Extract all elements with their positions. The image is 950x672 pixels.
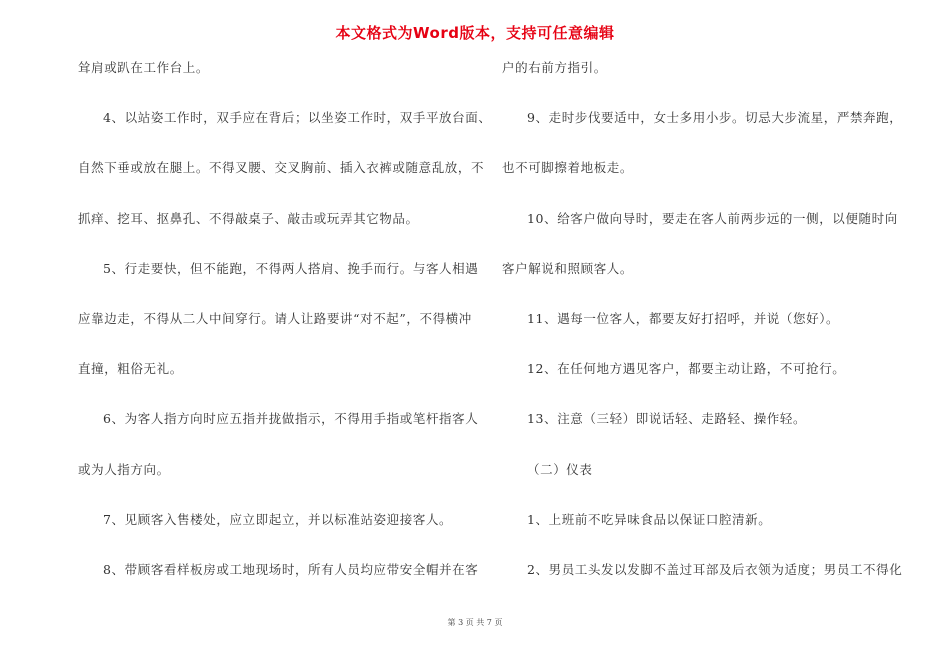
- document-banner: 本文格式为Word版本，支持可任意编辑: [335, 24, 615, 42]
- text-line: 13、注意（三轻）即说话轻、走路轻、操作轻。: [527, 411, 807, 427]
- text-line: 客户解说和照顾客人。: [502, 260, 634, 276]
- text-line: 耸肩或趴在工作台上。: [78, 60, 210, 75]
- text-line: 5、行走要快，但不能跑，不得两人搭肩、挽手而行。与客人相遇: [103, 260, 479, 276]
- text-line: 户的右前方指引。: [502, 60, 607, 75]
- text-line: 抓痒、挖耳、抠鼻孔、不得敲桌子、敲击或玩弄其它物品。: [78, 210, 419, 226]
- text-line: 10、给客户做向导时，要走在客人前两步远的一侧，以便随时向: [527, 210, 898, 226]
- text-line: 11、遇每一位客人，都要友好打招呼，并说（您好）。: [527, 310, 840, 326]
- text-line: 7、见顾客入售楼处，应立即起立，并以标准站姿迎接客人。: [103, 511, 453, 527]
- text-line: 自然下垂或放在腿上。不得叉腰、交叉胸前、插入衣裤或随意乱放，不: [78, 160, 485, 176]
- text-line: 应靠边走，不得从二人中间穿行。请人让路要讲“对不起”，不得横冲: [78, 310, 472, 326]
- text-line: 12、在任何地方遇见客户，都要主动让路，不可抢行。: [527, 361, 846, 377]
- text-line: 也不可脚擦着地板走。: [502, 160, 634, 176]
- text-line: 4、以站姿工作时，双手应在背后；以坐姿工作时，双手平放台面、: [103, 110, 492, 126]
- text-line: 或为人指方向。: [78, 461, 170, 477]
- text-line: 8、带顾客看样板房或工地现场时，所有人员均应带安全帽并在客: [103, 561, 479, 577]
- right-column: [502, 58, 903, 610]
- text-line: 直撞，粗俗无礼。: [78, 361, 183, 377]
- text-line: （二）仪表: [527, 461, 593, 477]
- left-column: [78, 58, 492, 610]
- text-line: 9、走时步伐要适中，女士多用小步。切忌大步流星，严禁奔跑，: [527, 110, 903, 126]
- text-line: 2、男员工头发以发脚不盖过耳部及后衣领为适度；男员工不得化: [527, 561, 903, 577]
- text-line: 1、上班前不吃异味食品以保证口腔清新。: [527, 511, 772, 527]
- page-footer: 第 3 页 共 7 页: [447, 618, 503, 627]
- text-line: 6、为客人指方向时应五指并拢做指示，不得用手指或笔杆指客人: [103, 411, 479, 427]
